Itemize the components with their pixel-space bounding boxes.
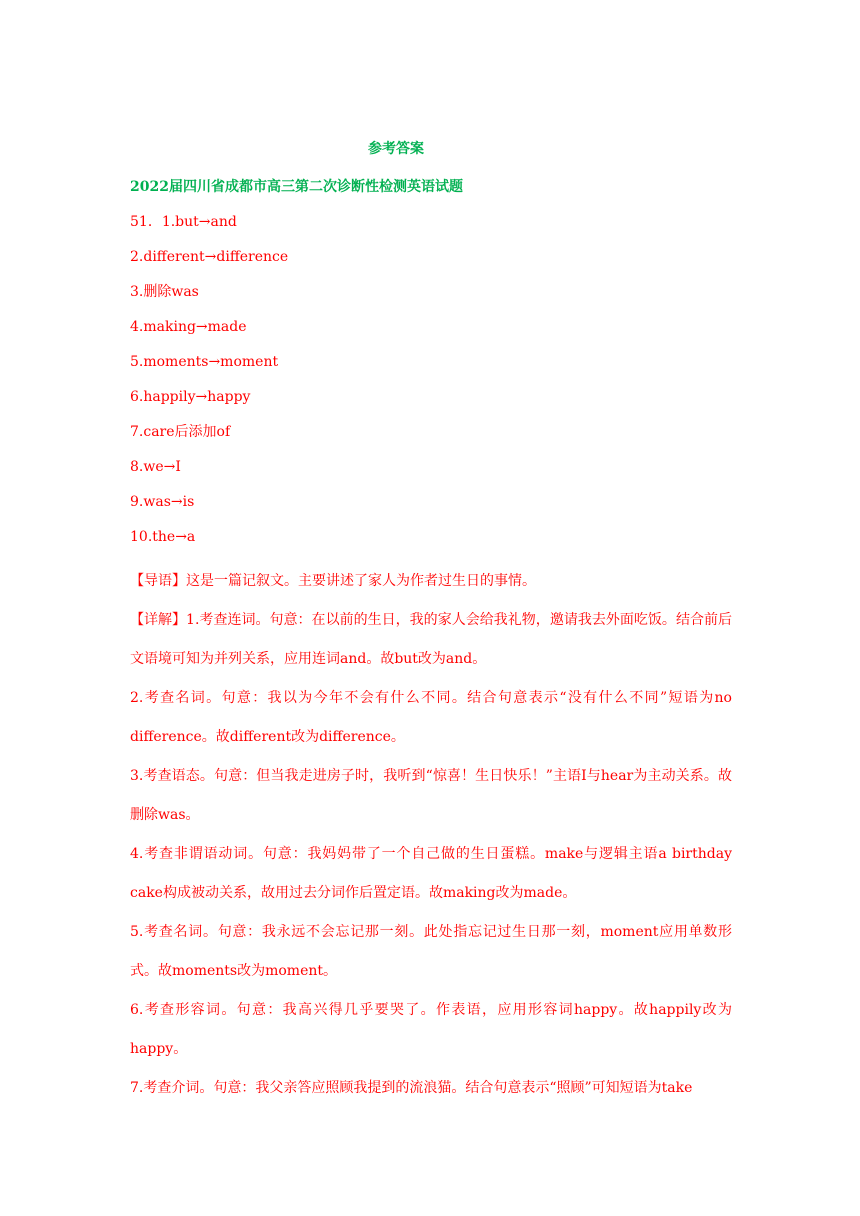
answer-item: 2.different→difference [130, 249, 289, 265]
section-title: 参考答案 [368, 141, 424, 157]
answer-item: 4.making→made [130, 319, 247, 335]
answer-item: 9.was→is [130, 494, 195, 510]
answer-item: 6.happily→happy [130, 389, 251, 405]
answer-item: 51．1.but→and [130, 214, 237, 230]
explanation-block [130, 562, 732, 1108]
answer-item: 5.moments→moment [130, 354, 279, 370]
exam-title: 2022届四川省成都市高三第二次诊断性检测英语试题 [130, 179, 463, 195]
answer-item: 10.the→a [130, 529, 196, 545]
document-content [130, 138, 732, 1108]
explanation-paragraph: 3.考查语态。句意：但当我走进房子时，我听到“惊喜！生日快乐！”主语I与hear为主动关系。故删除was。 [130, 768, 732, 823]
answer-list [130, 212, 732, 547]
guide-paragraph: 【导语】这是一篇记叙文。主要讲述了家人为作者过生日的事情。 [130, 573, 536, 589]
answer-item: 8.we→I [130, 459, 181, 475]
explanation-paragraph: 2.考查名词。句意：我以为今年不会有什么不同。结合句意表示“没有什么不同”短语为no difference。故different改为difference。 [130, 690, 732, 745]
answer-item: 3.删除was [130, 284, 199, 300]
answer-item: 7.care后添加of [130, 424, 231, 440]
explanation-paragraph: 7.考查介词。句意：我父亲答应照顾我提到的流浪猫。结合句意表示“照顾”可知短语为take [130, 1080, 693, 1096]
explanation-paragraph: 5.考查名词。句意：我永远不会忘记那一刻。此处指忘记过生日那一刻，moment应用单数形式。故moments改为moment。 [130, 924, 732, 979]
explanation-paragraph: 4.考查非谓语动词。句意：我妈妈带了一个自己做的生日蛋糕。make与逻辑主语a birthday cake构成被动关系，故用过去分词作后置定语。故making改为made。 [130, 846, 732, 901]
explanation-paragraph: 【详解】1.考查连词。句意：在以前的生日，我的家人会给我礼物，邀请我去外面吃饭。结合前后文语境可知为并列关系，应用连词and。故but改为and。 [130, 612, 732, 667]
explanation-paragraph: 6.考查形容词。句意：我高兴得几乎要哭了。作表语，应用形容词happy。故happily改为happy。 [130, 1002, 732, 1057]
